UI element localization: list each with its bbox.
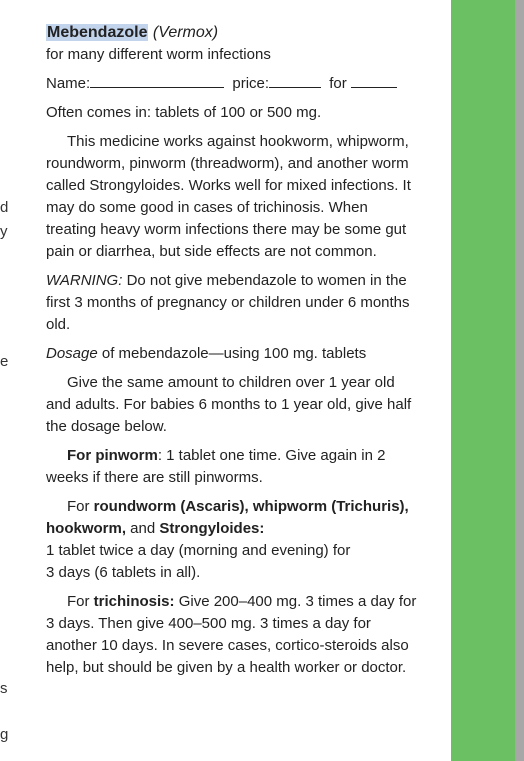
form-line [46, 73, 418, 95]
comes-in: Often comes in: tablets of 100 or 500 mg. [46, 104, 322, 121]
description: This medicine works against hookworm, whipworm, roundworm, pinworm (threadworm), and another worm called Strongyloides. Works well for mixed infections. It may do some good in cases of trichinosis. When treating heavy worm infections there may be some gut pain or diarrhea, but side effects are not common. [46, 133, 411, 260]
margin-fragment: e [0, 353, 9, 370]
medicine-name: Mebendazole [47, 24, 148, 41]
pinworm-text: : 1 tablet one time. Give again in 2 weeks if there are still pinworms. [46, 447, 386, 486]
same-amount-paragraph: Give the same amount to children over 1 year old and adults. For babies 6 months to 1 year old, give half the dosage below. [46, 374, 412, 435]
roundworm-total-line: 3 days (6 tablets in all). [46, 564, 201, 581]
price-blank[interactable] [269, 73, 321, 88]
green-side-tab [451, 0, 515, 761]
for-label: for [329, 75, 347, 92]
warning-label: WARNING: [46, 272, 123, 289]
warning-paragraph [46, 270, 418, 336]
dosage-heading [46, 343, 418, 365]
roundworm-label: roundworm (Ascaris), whipworm (Trichuris), hookworm, [46, 498, 409, 537]
trichinosis-label: trichinosis: [93, 593, 175, 610]
pinworm-label: For pinworm [67, 447, 158, 464]
entry-subtitle: for many different worm infections [46, 46, 271, 63]
pinworm-paragraph [46, 445, 418, 489]
roundworm-dose-line: 1 tablet twice a day (morning and evening) for [46, 542, 351, 559]
for-blank[interactable] [351, 73, 397, 88]
roundworm-mid: and [126, 520, 160, 537]
margin-fragment: g [0, 726, 9, 743]
medicine-alt-name: (Vermox) [152, 24, 219, 41]
page-edge [515, 0, 524, 761]
trichinosis-text: Give 200–400 mg. 3 times a day for 3 days. Then give 400–500 mg. 3 times a day for another 10 days. In severe cases, cortico-steroids also help, but should be given by a health worker or doctor. [46, 593, 417, 676]
dosage-label: Dosage [46, 345, 98, 362]
dosage-text: of mebendazole—using 100 mg. tablets [97, 345, 367, 362]
price-label: price: [232, 75, 270, 92]
margin-fragment: s [0, 680, 8, 697]
name-label: Name: [46, 75, 91, 92]
trichinosis-prefix: For [67, 593, 94, 610]
medicine-entry [46, 22, 418, 679]
warning-text: Do not give mebendazole to women in the first 3 months of pregnancy or children under 6 months old. [46, 272, 410, 333]
roundworm-prefix: For [67, 498, 94, 515]
margin-fragment: y [0, 223, 8, 240]
entry-title [46, 22, 418, 44]
name-blank[interactable] [90, 73, 224, 88]
margin-fragment: d [0, 199, 9, 216]
roundworm-paragraph [46, 496, 418, 540]
strongyloides-label: Strongyloides: [159, 520, 265, 537]
trichinosis-paragraph [46, 591, 418, 679]
